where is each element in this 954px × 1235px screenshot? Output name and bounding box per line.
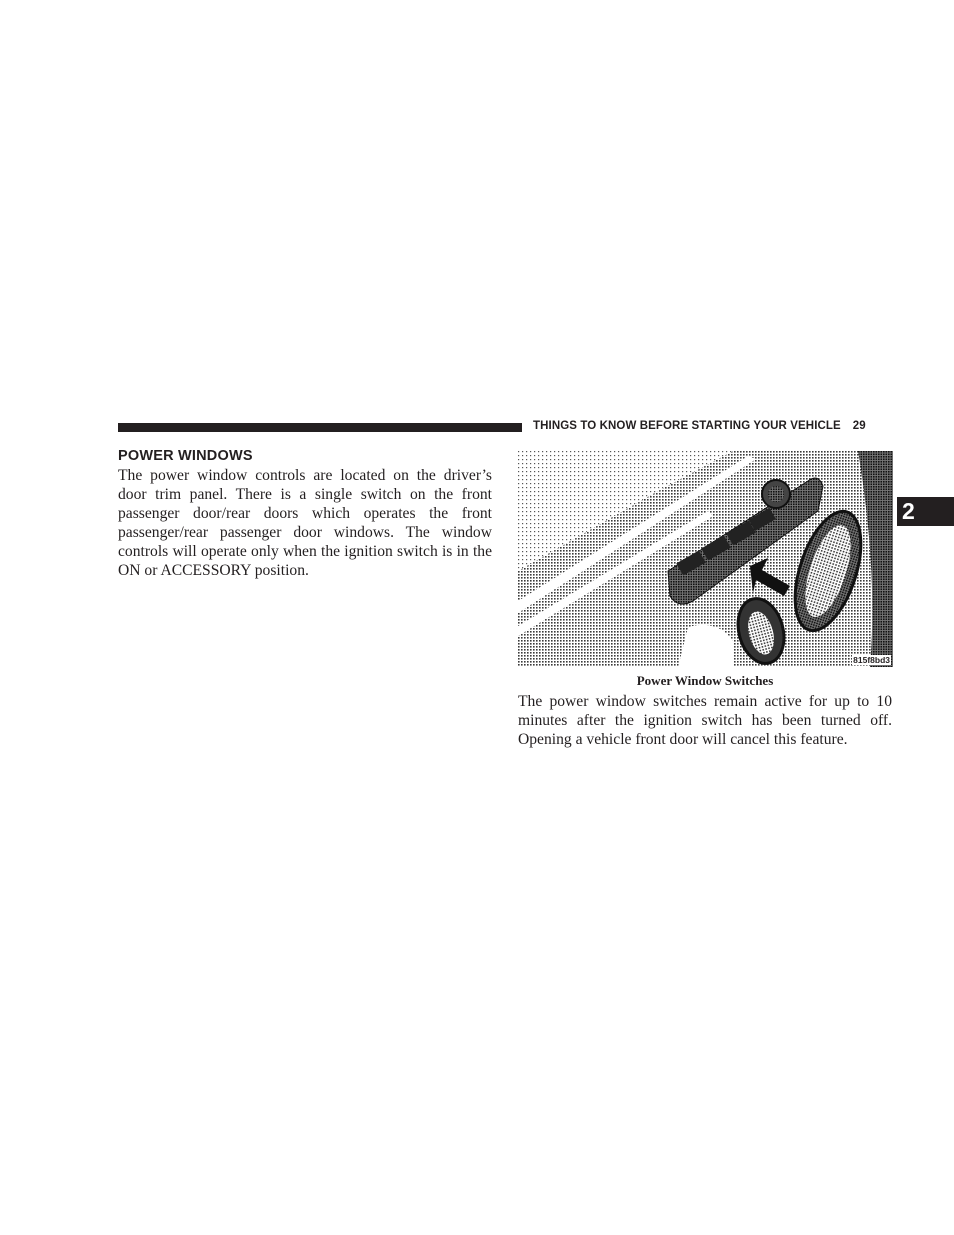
figure-caption: Power Window Switches [636, 673, 774, 688]
header-section-title: THINGS TO KNOW BEFORE STARTING YOUR VEHICLE [533, 420, 841, 432]
body-paragraph-left: The power window controls are located on the driver’s door trim panel. There is a single switch on the front passenger door/rear doors which operates the front passenger/rear passenger door windows. The window controls will operate only when the ignition switch is in the ON or ACCESSORY position. [118, 467, 492, 579]
figure-code: 815f8bd3 [853, 655, 890, 665]
chapter-tab: 2 [897, 497, 954, 526]
running-header [533, 420, 866, 432]
header-rule [118, 423, 522, 432]
page-number: 29 [852, 420, 866, 432]
body-paragraph-right: The power window switches remain active for up to 10 minutes after the ignition switch has been turned off. Opening a vehicle front door will cancel this feature. [518, 693, 892, 748]
door-panel-illustration [518, 451, 893, 667]
section-heading: POWER WINDOWS [118, 448, 253, 464]
power-window-switches-figure [518, 451, 893, 667]
